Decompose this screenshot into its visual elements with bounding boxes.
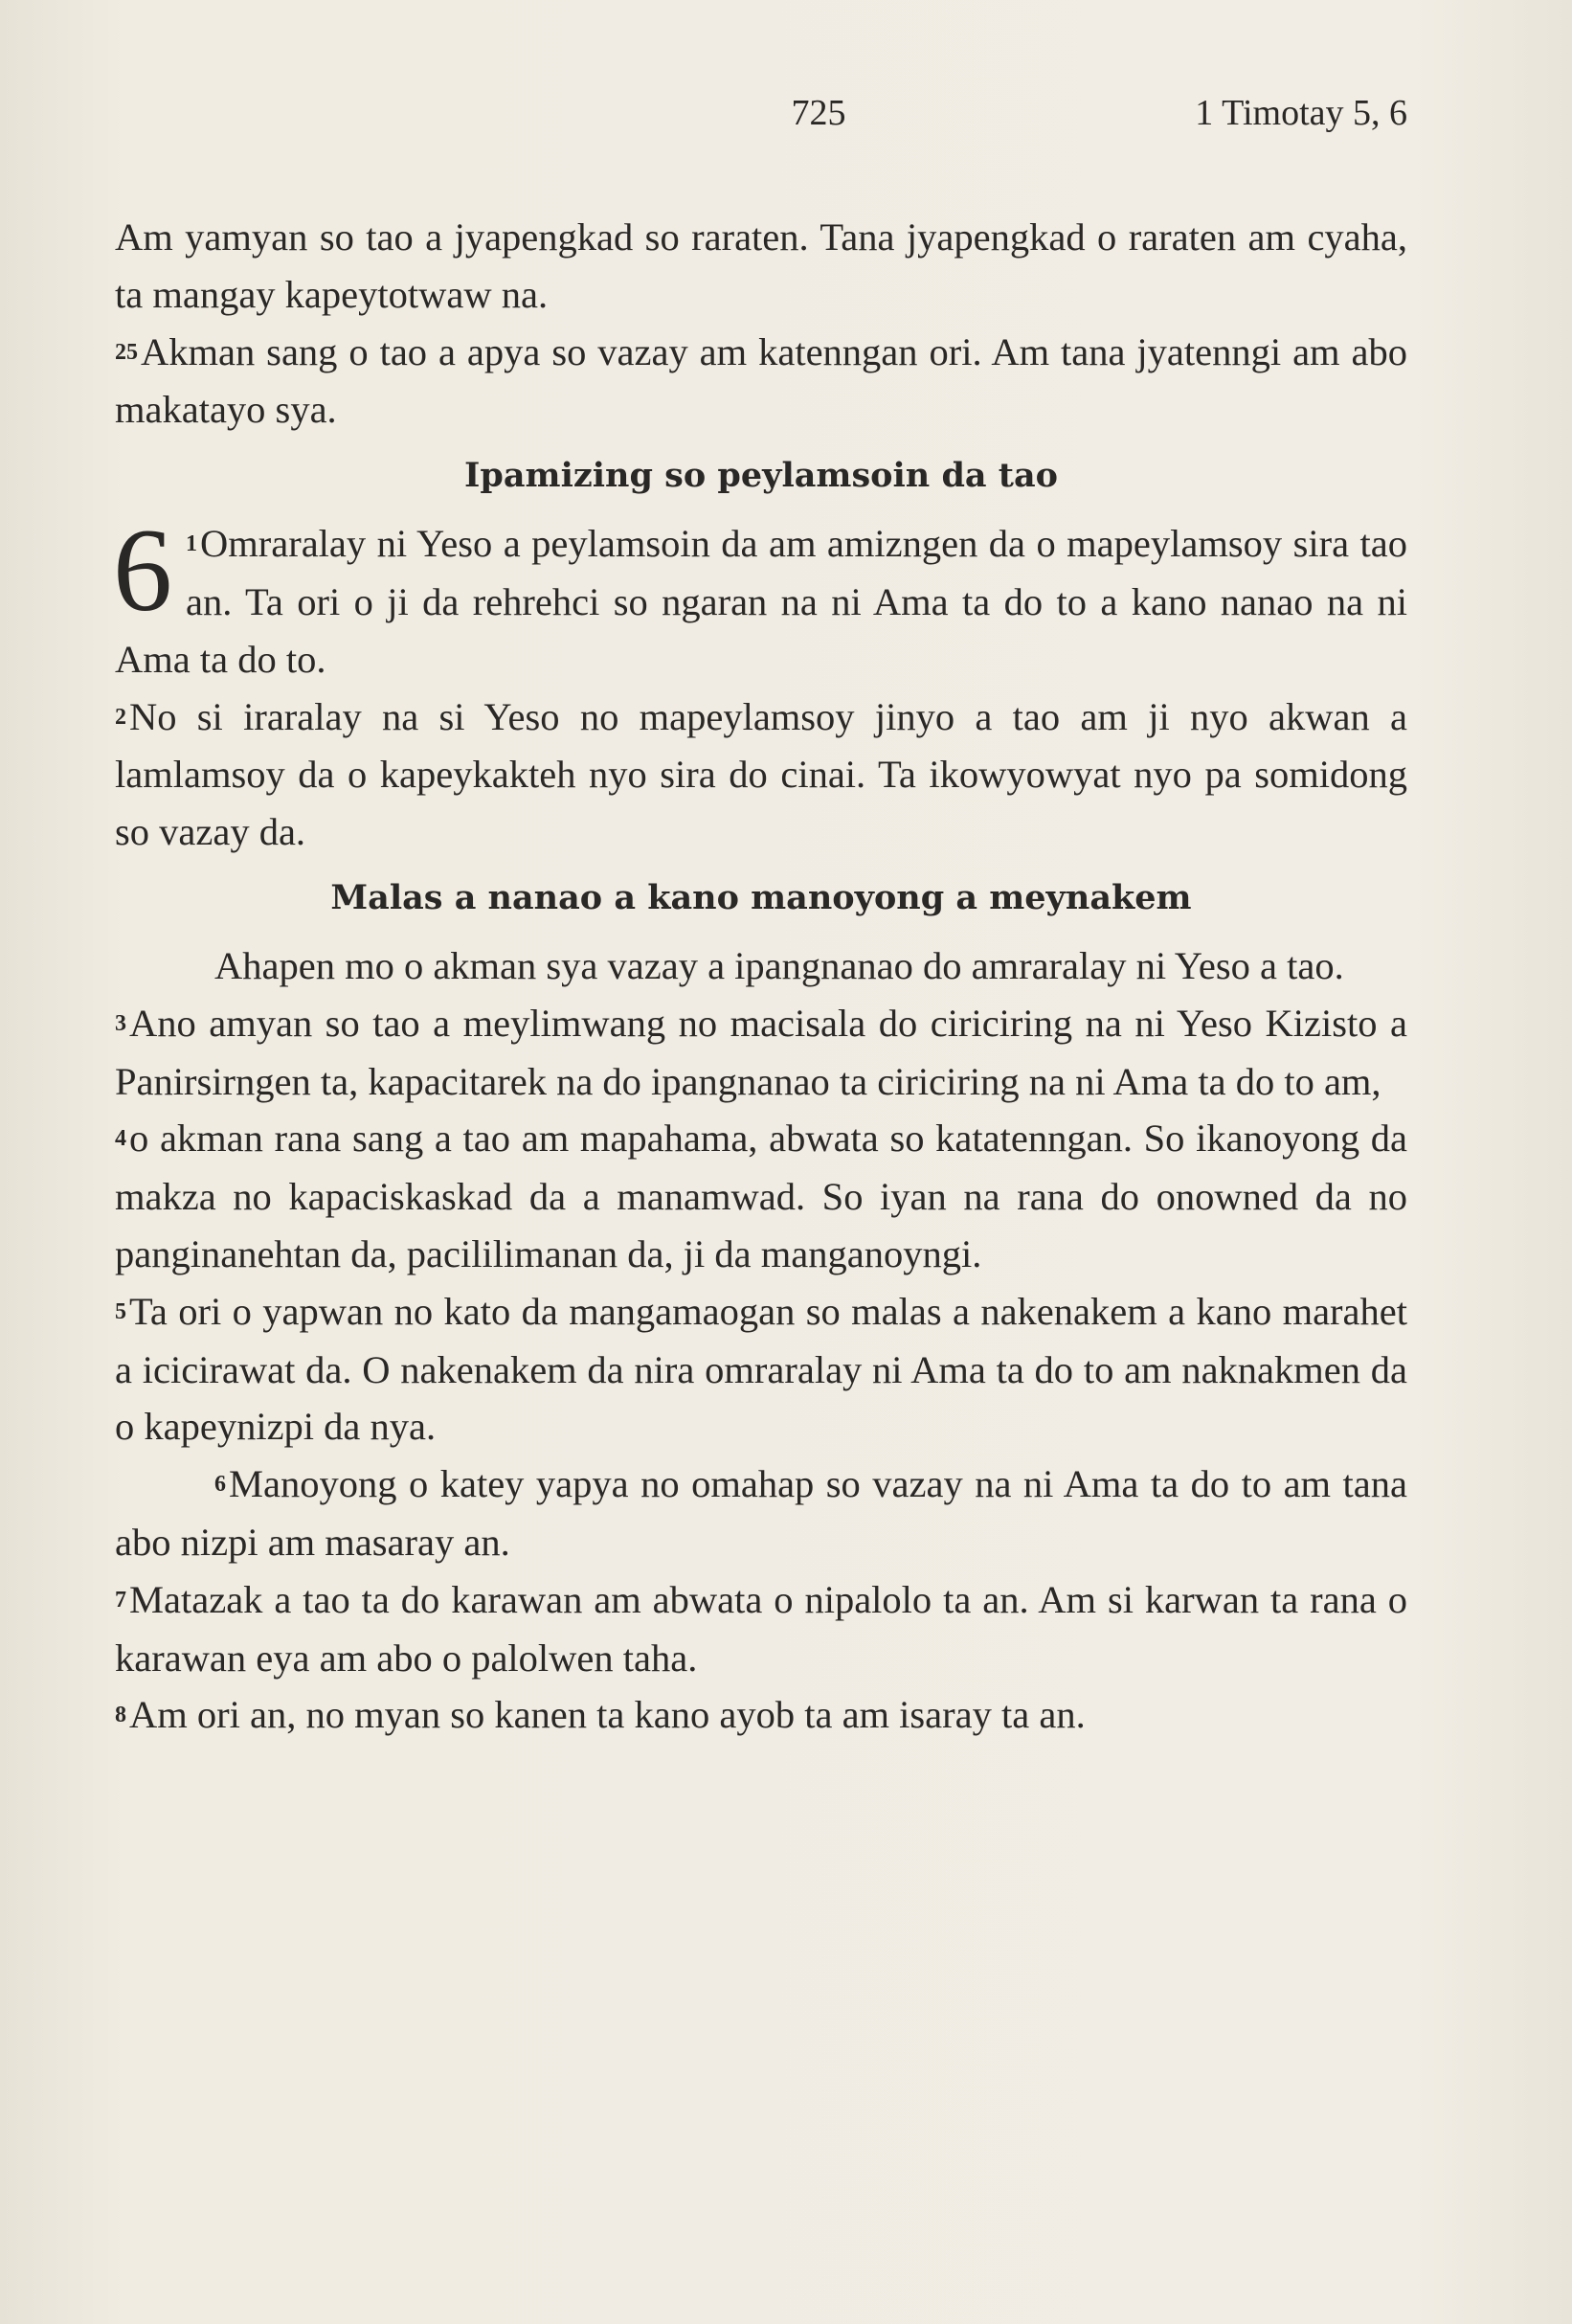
- chapter-number: 6: [113, 505, 172, 637]
- verse-number: 25: [115, 339, 138, 365]
- chapter-paragraph: [113, 505, 1407, 688]
- verse-text: Ta ori o yapwan no kato da mangamaogan so malas a nakenakem a kano marahet a icicirawat da. O nakenakem da nira omraralay ni Ama ta do to am naknakmen da o kapeynizpi da nya.: [115, 1289, 1407, 1449]
- verse-text: Akman sang o tao a apya so vazay am katenngan ori. Am tana jyatenngi am abo makatayo sya.: [115, 329, 1407, 432]
- verse-text: No si iraralay na si Yeso no mapeylamsoy jinyo a tao am ji nyo akwan a lamlamsoy da o kapeykakteh nyo sira do cinai. Ta ikowyowyat nyo pa somidong so vazay da.: [115, 694, 1407, 854]
- verse-text: Matazak a tao ta do karawan am abwata o nipalolo ta an. Am si karwan ta rana o karawan eya am abo o palolwen taha.: [115, 1577, 1407, 1680]
- verse-number: 6: [214, 1472, 226, 1498]
- body-text: [115, 209, 1407, 1745]
- verse-paragraph: [115, 1571, 1407, 1687]
- verse-paragraph: [115, 1283, 1407, 1455]
- verse-text: Omraralay ni Yeso a peylamsoin da am amizngen da o mapeylamsoy sira tao an. Ta ori o ji da rehrehci so ngaran na ni Ama ta do to a kano nanao na ni Ama ta do to.: [115, 522, 1407, 681]
- verse-number: 8: [115, 1703, 126, 1728]
- verse-text: Ano amyan so tao a meylimwang no macisala do ciriciring na ni Yeso Kizisto a Panirsirngen ta, kapacitarek na do ipangnanao ta ciriciring na ni Ama ta do to am,: [115, 1001, 1407, 1103]
- verse-number: 7: [115, 1587, 126, 1613]
- verse-text: Manoyong o katey yapya no omahap so vazay na ni Ama ta do to am tana abo nizpi am masaray an.: [115, 1462, 1407, 1564]
- verse-paragraph: [115, 688, 1407, 861]
- verse-paragraph: [115, 1455, 1407, 1571]
- page-header: [115, 92, 1407, 149]
- verse-text: Am ori an, no myan so kanen ta kano ayob ta am isaray ta an.: [129, 1693, 1086, 1737]
- verse-number: 4: [115, 1126, 126, 1152]
- paragraph-text: Am yamyan so tao a jyapengkad so raraten. Tana jyapengkad o raraten am cyaha, ta mangay kapeytotwaw na.: [115, 215, 1407, 316]
- section-heading: Malas a nanao a kano manoyong a meynakem: [330, 877, 1192, 917]
- running-title: 1 Timotay 5, 6: [1195, 93, 1407, 133]
- section-heading: Ipamizing so peylamsoin da tao: [464, 456, 1058, 496]
- verse-paragraph: [115, 995, 1407, 1111]
- intro-paragraph: [115, 937, 1407, 995]
- page-number: 725: [791, 93, 846, 133]
- verse-number: 2: [115, 704, 126, 730]
- paragraph-text: Ahapen mo o akman sya vazay a ipangnanao do amraralay ni Yeso a tao.: [214, 943, 1344, 987]
- verse-paragraph: [115, 1110, 1407, 1282]
- verse-number: 5: [115, 1298, 126, 1324]
- verse-number: 3: [115, 1010, 126, 1036]
- paragraph: [115, 209, 1407, 324]
- verse-paragraph: [115, 324, 1407, 440]
- verse-text: o akman rana sang a tao am mapahama, abwata so katatenngan. So ikanoyong da makza no kapaciskaskad da a manamwad. So iyan na rana do onowned da no panginanehtan da, pacililimanan da, ji da manganoyngi.: [115, 1117, 1407, 1275]
- verse-number: 1: [186, 531, 197, 557]
- verse-paragraph: [115, 1686, 1407, 1745]
